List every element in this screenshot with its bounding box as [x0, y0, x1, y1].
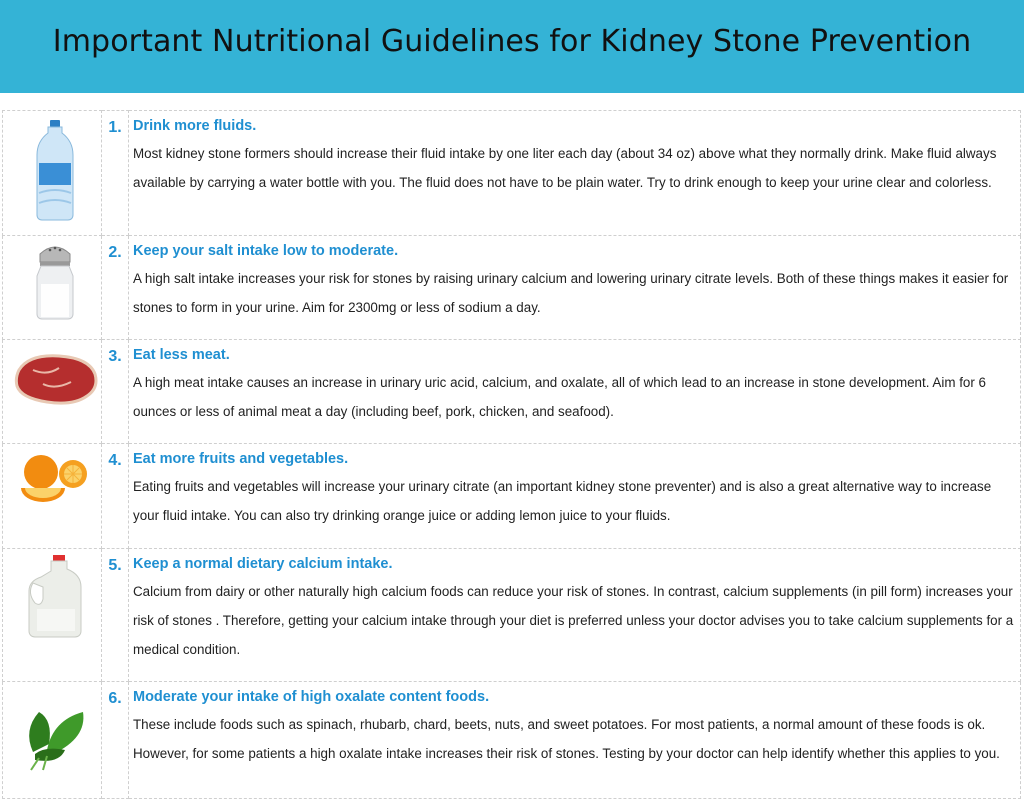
- spinach-icon: [3, 682, 102, 798]
- item-number: 4.: [102, 444, 129, 549]
- item-content: [129, 682, 1021, 799]
- page-title: Important Nutritional Guidelines for Kidney Stone Prevention: [52, 24, 972, 59]
- water-bottle-icon: [3, 111, 102, 235]
- item-content: [129, 236, 1021, 340]
- item-body: A high meat intake causes an increase in urinary uric acid, calcium, and oxalate, all of which lead to an increase in stone development. Aim for 6 ounces or less of animal meat a day (including beef, pork, chicken, and seafood).: [133, 375, 987, 419]
- item-content: [129, 549, 1021, 682]
- item-body: Calcium from dairy or other naturally high calcium foods can reduce your risk of stones. In contrast, calcium supplements (in pill form) increases your risk of stones . Therefore, getting your calcium intake through your diet is preferred unless your doctor advises you to take calcium supplements for a medical condition.: [133, 584, 1014, 657]
- guideline-row: [3, 111, 1021, 236]
- salt-shaker-icon: [3, 236, 102, 339]
- illustration-cell: [3, 444, 102, 549]
- guideline-row: [3, 236, 1021, 340]
- item-content: [129, 340, 1021, 444]
- guideline-row: [3, 682, 1021, 799]
- item-content: [129, 111, 1021, 236]
- illustration-cell: [3, 340, 102, 444]
- item-body: Eating fruits and vegetables will increase your urinary citrate (an important kidney stone preventer) and is also a great alternative way to increase your fluid intake. You can also try drinking orange juice or adding lemon juice to your fluids.: [133, 479, 992, 523]
- item-title: Keep a normal dietary calcium intake.: [133, 556, 393, 572]
- illustration-cell: [3, 111, 102, 236]
- milk-jug-icon: [3, 549, 102, 681]
- item-number: 3.: [102, 340, 129, 444]
- guideline-row: [3, 549, 1021, 682]
- item-title: Drink more fluids.: [133, 118, 257, 134]
- item-body: A high salt intake increases your risk for stones by raising urinary calcium and lowering urinary citrate levels. Both of these things makes it easier for stones to form in your urine. Aim for 2300mg or less of sodium a day.: [133, 271, 1009, 315]
- oranges-icon: [3, 444, 102, 548]
- item-number: 5.: [102, 549, 129, 682]
- illustration-cell: [3, 236, 102, 340]
- item-title: Eat more fruits and vegetables.: [133, 451, 349, 467]
- item-number: 6.: [102, 682, 129, 799]
- item-number: 1.: [102, 111, 129, 236]
- item-body: Most kidney stone formers should increase their fluid intake by one liter each day (about 34 oz) above what they normally drink. Make fluid always available by carrying a water bottle with you. The fluid does not have to be plain water. Try to drink enough to keep your urine clear and colorless.: [133, 146, 997, 190]
- item-content: [129, 444, 1021, 549]
- illustration-cell: [3, 682, 102, 799]
- title-banner: [0, 0, 1024, 93]
- illustration-cell: [3, 549, 102, 682]
- guideline-row: [3, 340, 1021, 444]
- item-body: These include foods such as spinach, rhubarb, chard, beets, nuts, and sweet potatoes. For most patients, a normal amount of these foods is ok. However, for some patients a high oxalate intake increases their risk of stones. Testing by your doctor can help identify whether this applies to you.: [133, 717, 1000, 761]
- item-title: Eat less meat.: [133, 347, 230, 363]
- steak-icon: [3, 340, 102, 443]
- item-number: 2.: [102, 236, 129, 340]
- item-title: Keep your salt intake low to moderate.: [133, 243, 399, 259]
- guidelines-table: [2, 110, 1021, 799]
- item-title: Moderate your intake of high oxalate content foods.: [133, 689, 490, 705]
- guideline-row: [3, 444, 1021, 549]
